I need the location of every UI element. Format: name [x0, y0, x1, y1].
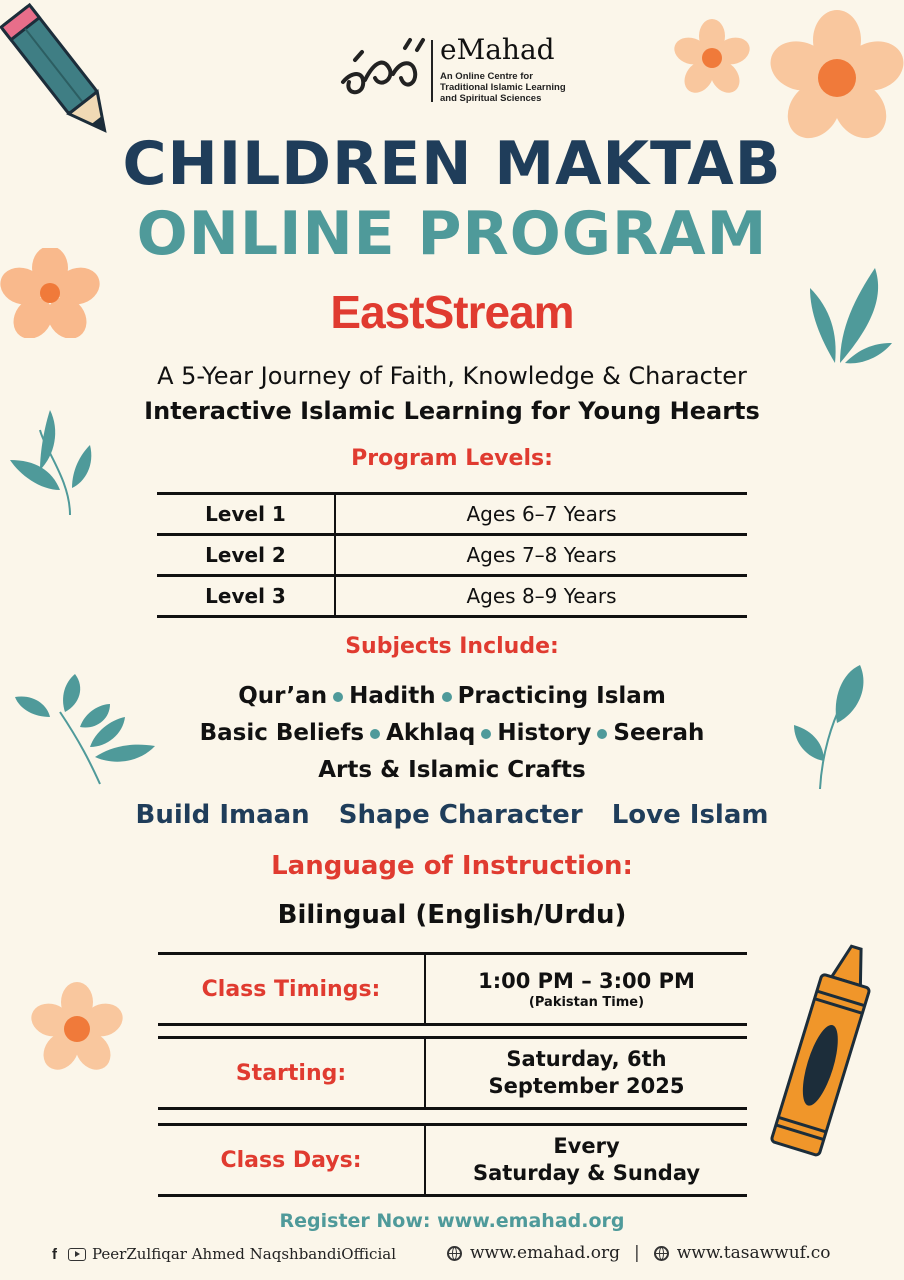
starting-line2: September 2025 [488, 1074, 685, 1098]
motto-item: Shape Character [338, 800, 583, 830]
subject-item: Akhlaq [386, 720, 476, 746]
subject-item: Hadith [349, 683, 436, 709]
starting-label: Starting: [158, 1039, 426, 1107]
footer-social[interactable] [52, 1245, 396, 1263]
stream-name: EastStream [330, 286, 574, 338]
motto-item: Love Islam [611, 800, 769, 830]
tagline-interactive: Interactive Islamic Learning for Young Hearts [144, 397, 760, 425]
timings-value-cell [426, 955, 747, 1023]
flower-top-right-small [672, 18, 752, 98]
bullet-dot [333, 692, 343, 702]
starting-line1: Saturday, 6th [506, 1047, 667, 1071]
tagline-journey: A 5-Year Journey of Faith, Knowledge & Character [157, 362, 747, 390]
facebook-icon: f [52, 1246, 57, 1263]
level-name: Level 2 [157, 536, 336, 574]
motto-item: Build Imaan [135, 800, 310, 830]
crayon-illustration [770, 938, 880, 1163]
footer-websites [447, 1243, 830, 1263]
level-name: Level 3 [157, 577, 336, 615]
globe-icon [447, 1246, 462, 1261]
days-line2: Saturday & Sunday [472, 1161, 701, 1185]
website-link-tasawwuf[interactable]: www.tasawwuf.co [676, 1243, 831, 1263]
language-value: Bilingual (English/Urdu) [277, 900, 627, 930]
subject-item: Qur’an [238, 683, 328, 709]
program-levels-table [157, 492, 747, 618]
days-value-cell [426, 1126, 747, 1194]
level-row [157, 492, 747, 533]
timings-label: Class Timings: [158, 955, 426, 1023]
bullet-dot [597, 729, 607, 739]
title-line2: ONLINE PROGRAM [136, 199, 768, 269]
level-ages: Ages 7–8 Years [466, 543, 617, 567]
level-row [157, 574, 747, 618]
subjects-line2 [0, 715, 904, 752]
register-link[interactable]: Register Now: www.emahad.org [279, 1210, 625, 1232]
subjects-line1 [0, 678, 904, 715]
schedule-row-starting [158, 1036, 747, 1110]
subject-item: Seerah [613, 720, 705, 746]
logo-divider [431, 40, 433, 102]
program-levels-heading: Program Levels: [351, 446, 553, 471]
days-line1: Every [553, 1134, 620, 1158]
flower-bottom-left [30, 982, 124, 1076]
schedule-row-timings [158, 952, 747, 1026]
timings-value: 1:00 PM – 3:00 PM [478, 968, 695, 993]
logo-tagline: An Online Centre for Traditional Islamic Learning and Spiritual Sciences [440, 71, 566, 104]
schedule-row-days [158, 1123, 747, 1197]
timings-note: (Pakistan Time) [528, 994, 645, 1010]
emahad-arabic-logo [335, 30, 430, 102]
bullet-dot [442, 692, 452, 702]
days-label: Class Days: [158, 1126, 426, 1194]
level-row [157, 533, 747, 574]
subject-item: Practicing Islam [457, 683, 666, 709]
level-ages: Ages 8–9 Years [466, 584, 617, 608]
social-handle: PeerZulfiqar Ahmed NaqshbandiOfficial [92, 1245, 396, 1263]
footer-separator: | [633, 1243, 640, 1263]
logo-name: eMahad [440, 33, 555, 66]
youtube-icon [68, 1248, 86, 1261]
bullet-dot [481, 729, 491, 739]
globe-icon [654, 1246, 669, 1261]
subject-item: Basic Beliefs [199, 720, 365, 746]
subject-item: History [497, 720, 592, 746]
title-line1: CHILDREN MAKTAB [122, 129, 782, 199]
website-link-emahad[interactable]: www.emahad.org [470, 1243, 620, 1263]
language-heading: Language of Instruction: [271, 851, 633, 881]
bullet-dot [370, 729, 380, 739]
level-name: Level 1 [157, 495, 336, 533]
starting-value-cell [426, 1039, 747, 1107]
subjects-heading: Subjects Include: [345, 634, 559, 659]
motto-line [0, 800, 904, 830]
level-ages: Ages 6–7 Years [466, 502, 617, 526]
subjects-line3: Arts & Islamic Crafts [318, 757, 586, 783]
